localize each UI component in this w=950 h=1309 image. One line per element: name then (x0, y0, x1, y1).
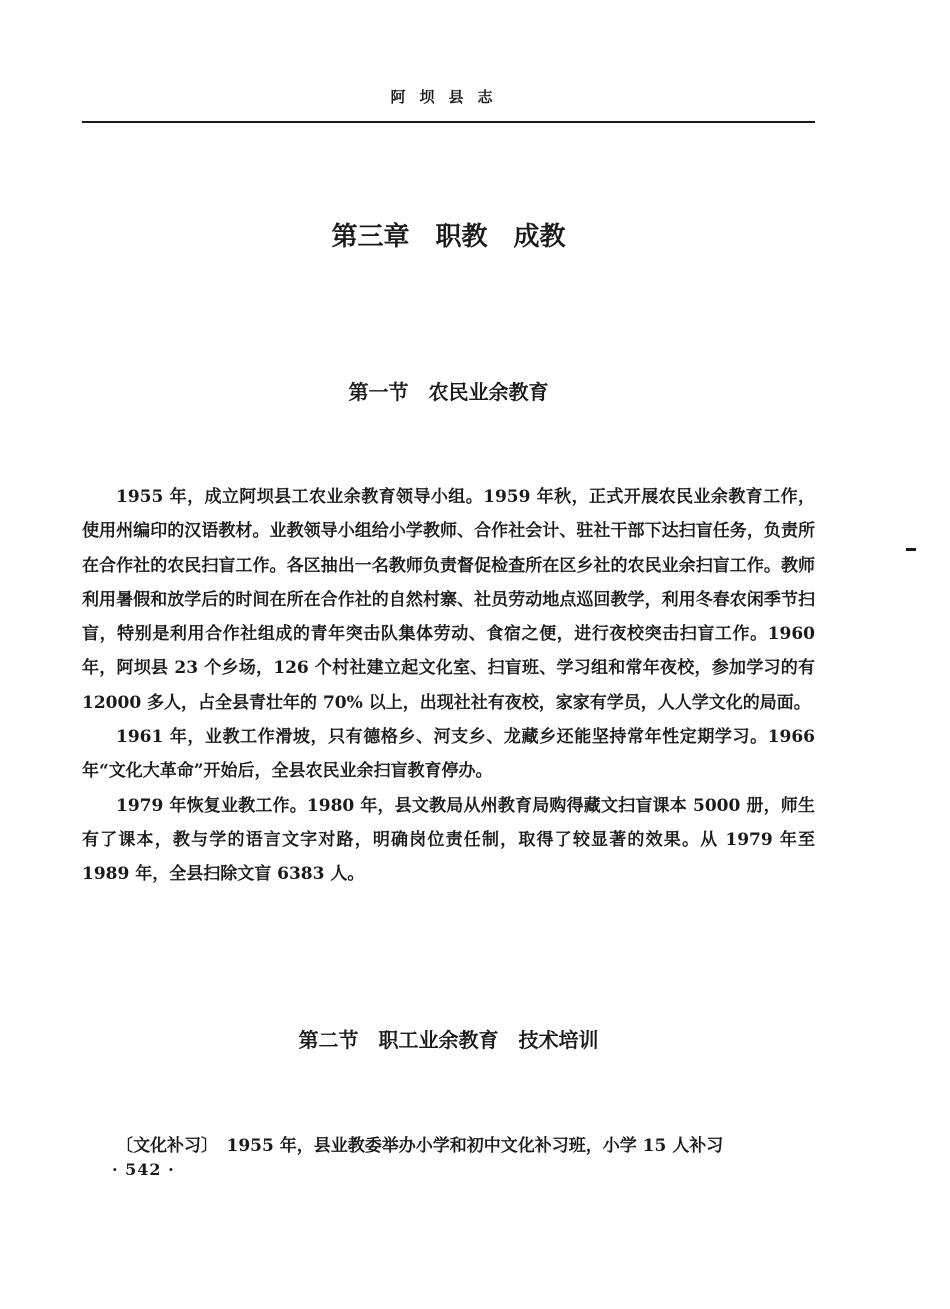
subsection-tag: 〔文化补习〕 (116, 1136, 210, 1156)
paragraph-4 (82, 1129, 815, 1163)
chapter-title: 第三章 职教 成教 (331, 222, 566, 252)
scan-edge-mark (906, 548, 916, 551)
paragraph-3: 1979 年恢复业教工作。1980 年，县文教局从州教育局购得藏文扫盲课本 5000 册，师生有了课本，教与学的语言文字对路，明确岗位责任制，取得了较显著的效果。从 1979 年至 1989 年，全县扫除文盲 6383 人。 (82, 795, 815, 885)
section-1-title: 第一节 农民业余教育 (348, 380, 549, 404)
paragraph-2: 1961 年，业教工作滑坡，只有德格乡、河支乡、龙藏乡还能坚持常年性定期学习。1966 年“文化大革命”开始后，全县农民业余扫盲教育停办。 (82, 727, 815, 782)
paragraph-4-text: 1955 年，县业教委举办小学和初中文化补习班，小学 15 人补习 (209, 1136, 724, 1156)
section-2-body (82, 1129, 815, 1163)
section-2-title: 第二节 职工业余教育 技术培训 (298, 1028, 599, 1052)
running-header-title: 阿坝县志 (390, 88, 507, 106)
paragraph-1: 1955 年，成立阿坝县工农业余教育领导小组。1959 年秋，正式开展农民业余教育工作，使用州编印的汉语教材。业教领导小组给小学教师、合作社会计、驻社干部下达扫盲任务，负责所在合作社的农民扫盲工作。各区抽出一名教师负责督促检查所在区乡社的农民业余扫盲工作。教师利用暑假和放学后的时间在所在合作社的自然村寨、社员劳动地点巡回教学，利用冬春农闲季节扫盲，特别是利用合作社组成的青年突击队集体劳动、食宿之便，进行夜校突击扫盲工作。1960 年，阿坝县 23 个乡场，126 个村社建立起文化室、扫盲班、学习组和常年夜校，参加学习的有 12000 多人，占全县青壮年的 70% 以上，出现社社有夜校，家家有学员，人人学文化的局面。 (82, 487, 815, 713)
page-number: · 542 · (112, 1160, 175, 1179)
header-rule (82, 121, 815, 123)
section-1-body (82, 480, 815, 892)
